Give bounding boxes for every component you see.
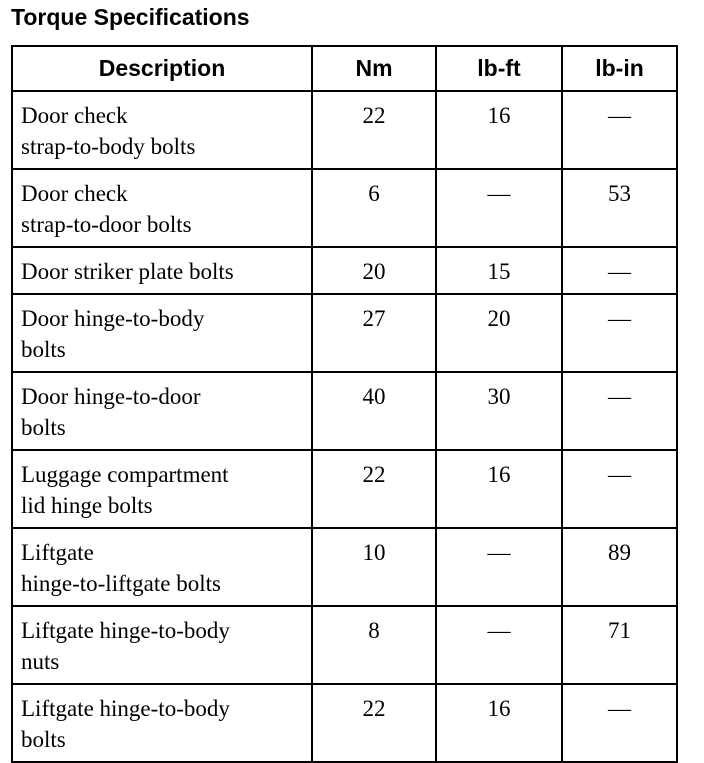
description-line: strap-to-door bolts — [21, 212, 192, 237]
table-row — [12, 528, 677, 606]
description-cell — [12, 606, 312, 684]
description-line: Door striker plate bolts — [21, 259, 234, 284]
description-cell — [12, 91, 312, 169]
lb-in-cell: 89 — [562, 528, 677, 606]
lb-in-cell: — — [562, 450, 677, 528]
table-row — [12, 169, 677, 247]
table-row — [12, 372, 677, 450]
description-cell — [12, 247, 312, 294]
lb-ft-cell: 30 — [436, 372, 562, 450]
lb-ft-cell: 20 — [436, 294, 562, 372]
lb-ft-cell: 15 — [436, 247, 562, 294]
description-cell — [12, 684, 312, 762]
description-line: Liftgate — [21, 540, 94, 565]
lb-ft-cell: — — [436, 528, 562, 606]
description-line: Liftgate hinge-to-body — [21, 696, 230, 721]
description-cell — [12, 450, 312, 528]
nm-cell: 22 — [312, 450, 436, 528]
nm-cell: 10 — [312, 528, 436, 606]
lb-in-cell: — — [562, 684, 677, 762]
lb-in-cell: — — [562, 372, 677, 450]
table-row — [12, 606, 677, 684]
description-line: Door hinge-to-body — [21, 306, 205, 331]
lb-ft-cell: 16 — [436, 450, 562, 528]
page-title: Torque Specifications — [11, 4, 250, 30]
nm-cell: 22 — [312, 684, 436, 762]
nm-cell: 20 — [312, 247, 436, 294]
lb-ft-cell: 16 — [436, 91, 562, 169]
nm-cell: 27 — [312, 294, 436, 372]
description-line: strap-to-body bolts — [21, 134, 196, 159]
table-row — [12, 294, 677, 372]
description-line: nuts — [21, 649, 60, 674]
description-line: bolts — [21, 337, 66, 362]
nm-cell: 40 — [312, 372, 436, 450]
description-line: hinge-to-liftgate bolts — [21, 571, 221, 596]
torque-spec-table — [11, 45, 678, 763]
lb-in-cell: — — [562, 247, 677, 294]
description-line: Door check — [21, 103, 128, 128]
lb-ft-cell: 16 — [436, 684, 562, 762]
description-line: lid hinge bolts — [21, 493, 153, 518]
description-cell — [12, 372, 312, 450]
table-row — [12, 91, 677, 169]
description-line: Door hinge-to-door — [21, 384, 201, 409]
lb-ft-cell: — — [436, 169, 562, 247]
description-line: bolts — [21, 415, 66, 440]
table-header-row — [12, 46, 677, 91]
lb-ft-cell: — — [436, 606, 562, 684]
description-line: Luggage compartment — [21, 462, 229, 487]
description-cell — [12, 528, 312, 606]
table-row — [12, 450, 677, 528]
nm-cell: 6 — [312, 169, 436, 247]
lb-in-cell: 71 — [562, 606, 677, 684]
lb-in-cell: — — [562, 91, 677, 169]
column-header-nm: Nm — [312, 46, 436, 91]
description-cell — [12, 294, 312, 372]
lb-in-cell: — — [562, 294, 677, 372]
lb-in-cell: 53 — [562, 169, 677, 247]
description-line: bolts — [21, 727, 66, 752]
column-header-lb-in: lb-in — [562, 46, 677, 91]
description-cell — [12, 169, 312, 247]
table-row — [12, 684, 677, 762]
nm-cell: 8 — [312, 606, 436, 684]
table-row — [12, 247, 677, 294]
description-line: Door check — [21, 181, 128, 206]
column-header-lb-ft: lb-ft — [436, 46, 562, 91]
nm-cell: 22 — [312, 91, 436, 169]
column-header-description: Description — [12, 46, 312, 91]
description-line: Liftgate hinge-to-body — [21, 618, 230, 643]
